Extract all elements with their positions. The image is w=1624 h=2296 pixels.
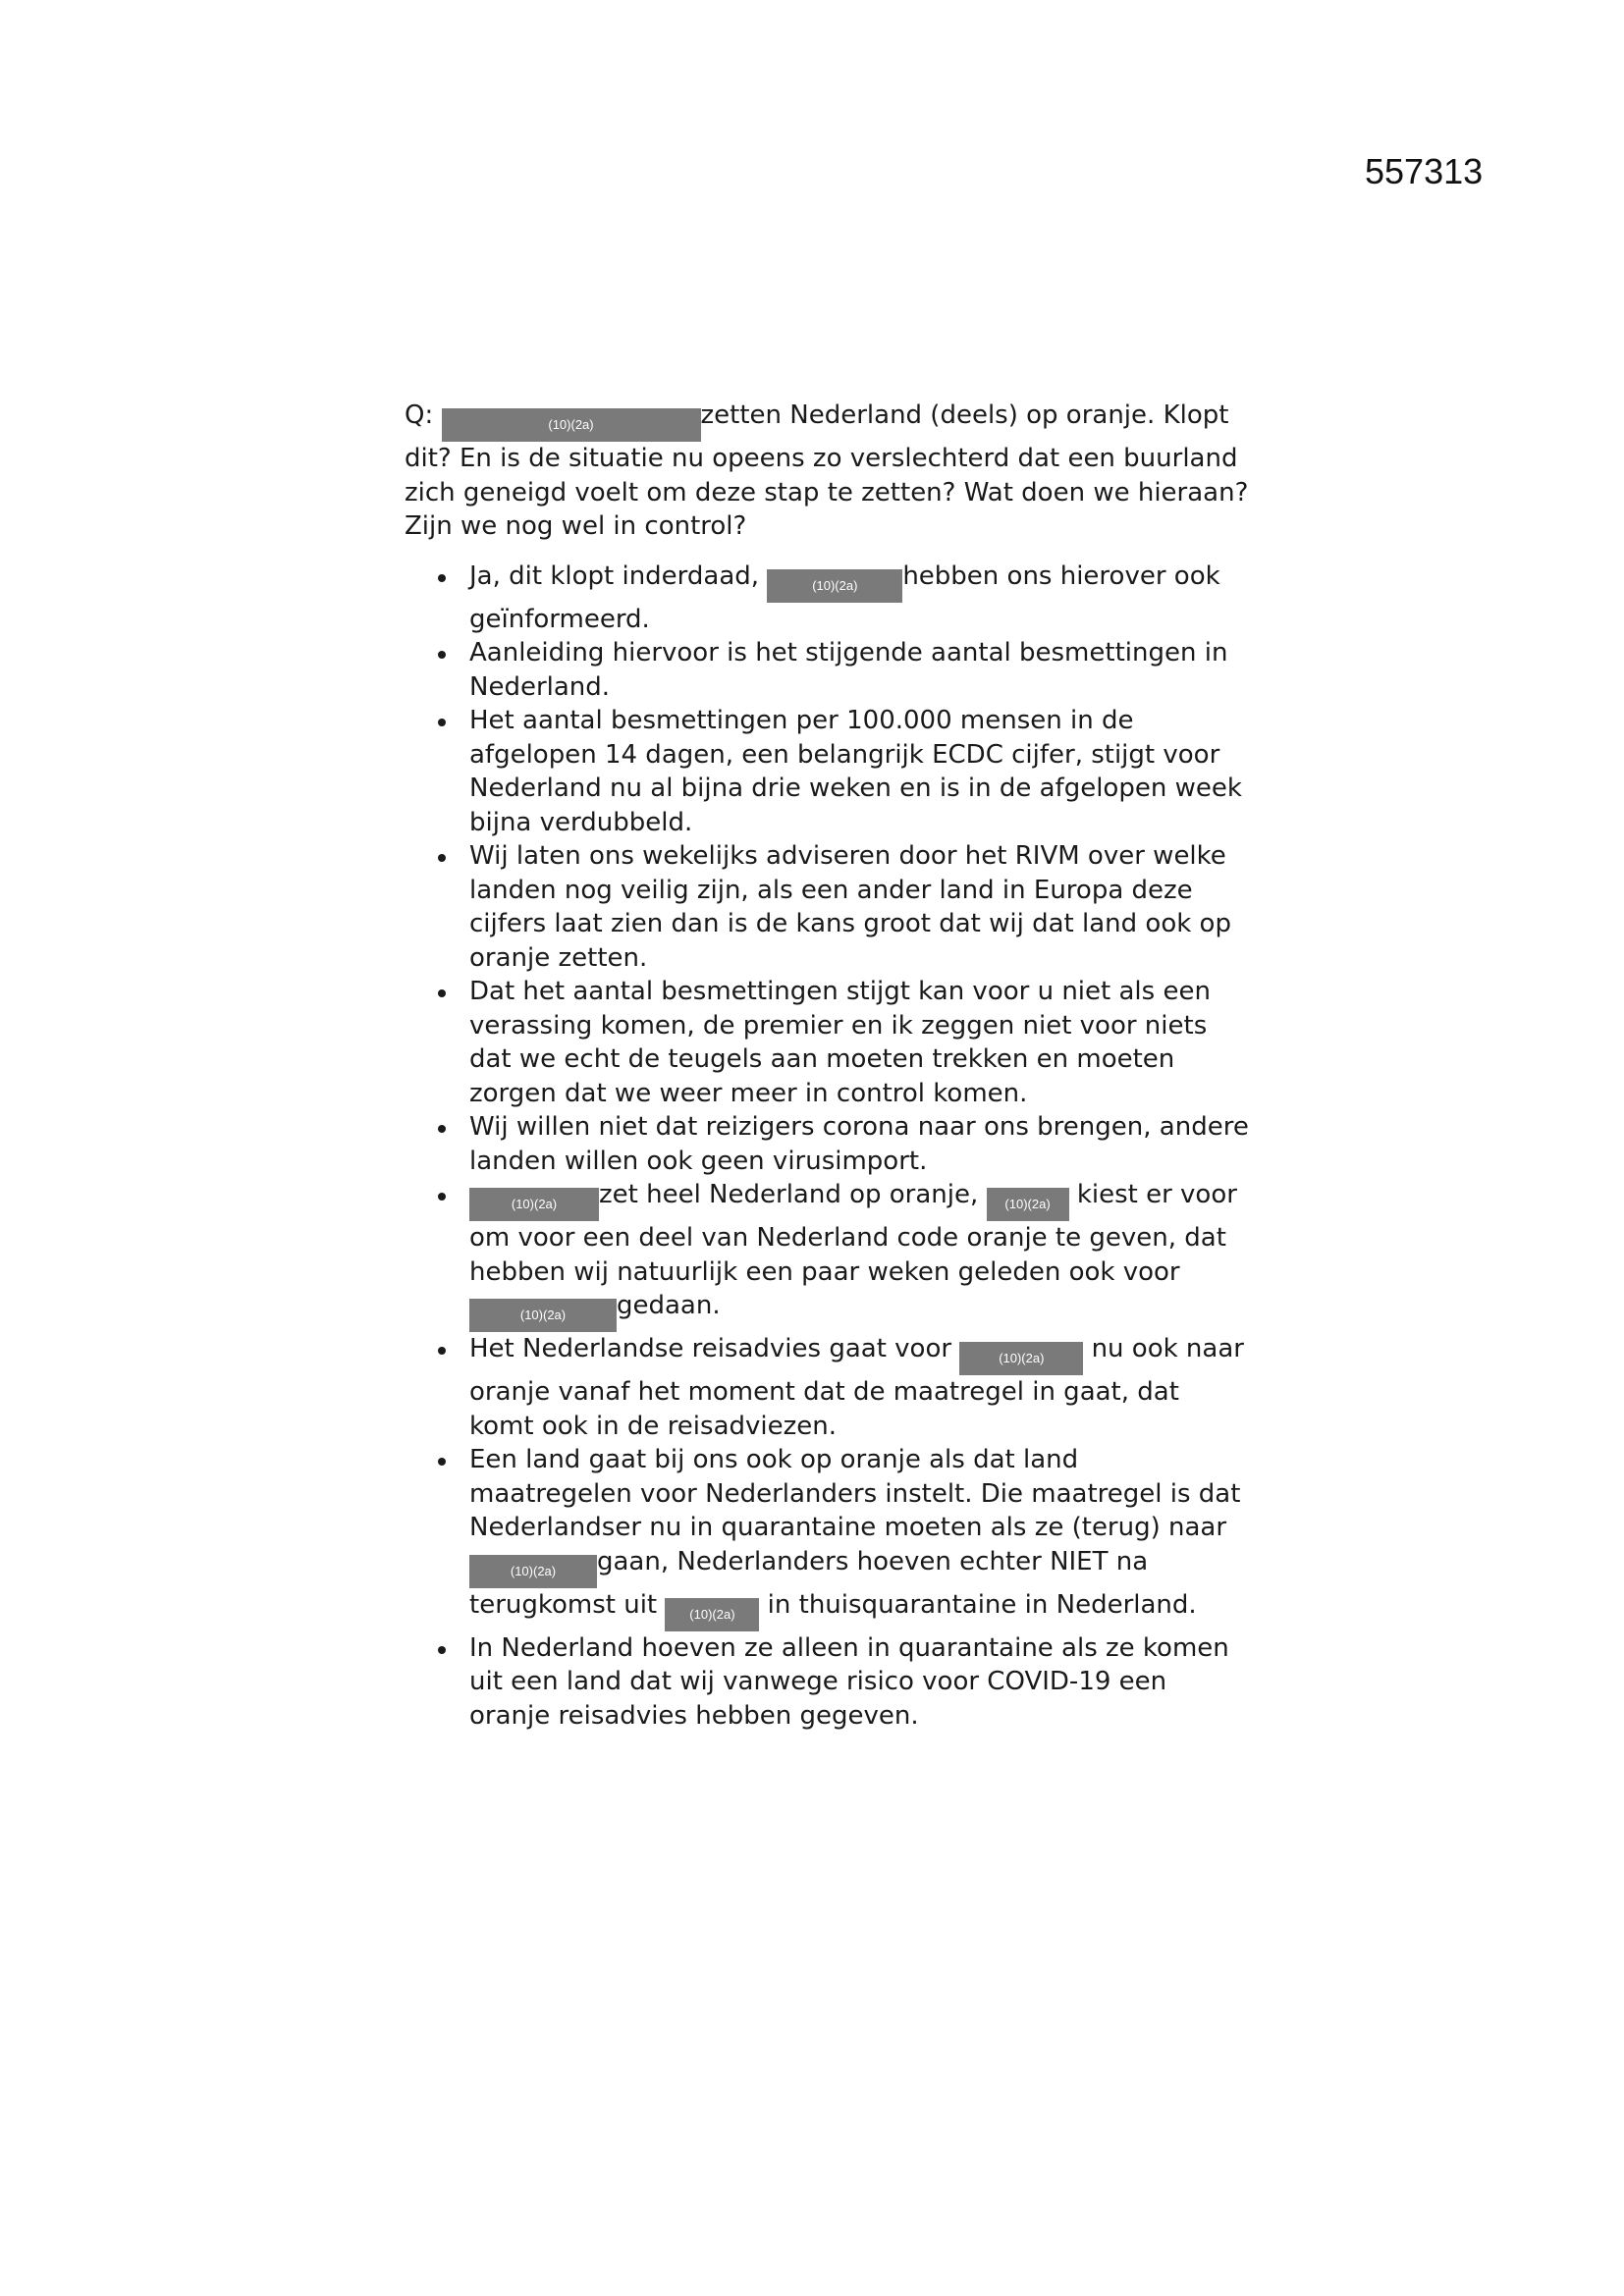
bullet-text: Dat het aantal besmettingen stijgt kan voor u niet als een verassing komen, de premier en ik zeggen niet voor niets dat we echt de teugels aan moeten trekken en moeten zorgen dat we weer meer in control komen. — [469, 977, 1211, 1108]
list-item — [405, 1332, 1249, 1443]
bullet-text: gedaan. — [617, 1291, 721, 1320]
bullet-text: Wij willen niet dat reizigers corona naar ons brengen, andere landen willen ook geen virusimport. — [469, 1112, 1249, 1176]
redaction-block: (10)(2a) — [767, 569, 902, 603]
bullet-text: Ja, dit klopt inderdaad, — [469, 561, 768, 591]
list-item — [405, 560, 1249, 637]
bullet-text: Een land gaat bij ons ook op oranje als dat land maatregelen voor Nederlanders instelt. Die maatregel is dat Nederlandser nu in quarantaine moeten als ze (terug) naar — [469, 1445, 1241, 1542]
bullet-icon — [438, 854, 446, 862]
list-item — [405, 1178, 1249, 1332]
list-item — [405, 1631, 1249, 1734]
bullet-icon — [438, 574, 446, 582]
list-item — [405, 1443, 1249, 1631]
redaction-block: (10)(2a) — [959, 1342, 1083, 1375]
document-number: 557313 — [1365, 151, 1484, 191]
bullet-text: gaan, Nederlanders hoeven echter NIET na terugkomst uit — [469, 1546, 1149, 1620]
bullet-text: nu ook naar oranje vanaf het moment dat de maatregel in gaat, dat komt ook in de reisadviezen. — [469, 1334, 1244, 1441]
redaction-block: (10)(2a) — [442, 408, 701, 442]
bullet-icon — [438, 1458, 446, 1466]
bullet-text: zet heel Nederland op oranje, — [599, 1180, 987, 1209]
bullet-text: Het aantal besmettingen per 100.000 mensen in de afgelopen 14 dagen, een belangrijk ECDC cijfer, stijgt voor Nederland nu al bijna drie weken en is in de afgelopen week bijna verdubbeld. — [469, 706, 1242, 837]
list-item — [405, 704, 1249, 839]
redaction-block: (10)(2a) — [469, 1555, 597, 1588]
redaction-block: (10)(2a) — [665, 1598, 759, 1631]
bullet-icon — [438, 1125, 446, 1133]
bullet-text: in thuisquarantaine in Nederland. — [759, 1589, 1197, 1620]
document-body — [405, 399, 1249, 1733]
question-paragraph — [405, 399, 1249, 544]
list-item — [405, 839, 1249, 975]
list-item — [405, 975, 1249, 1110]
list-item — [405, 636, 1249, 704]
bullet-text: Wij laten ons wekelijks adviseren door het RIVM over welke landen nog veilig zijn, als een ander land in Europa deze cijfers laat zien dan is de kans groot dat wij dat land ook op oranje zetten. — [469, 841, 1231, 973]
question-text: zetten Nederland (deels) op oranje. — [700, 400, 1156, 430]
bullet-icon — [438, 651, 446, 659]
bullet-icon — [438, 719, 446, 726]
redaction-block: (10)(2a) — [987, 1188, 1069, 1221]
list-item — [405, 1110, 1249, 1178]
answer-list — [405, 560, 1249, 1734]
question-text-rest: Klopt dit? En is de situatie nu opeens zo verslechterd dat een buurland zich geneigd voelt om deze stap te zetten? Wat doen we hieraan? Zijn we nog wel in control? — [405, 400, 1249, 541]
bullet-text: In Nederland hoeven ze alleen in quarantaine als ze komen uit een land dat wij vanwege risico voor COVID-19 een oranje reisadvies hebben gegeven. — [469, 1632, 1229, 1731]
bullet-icon — [438, 1646, 446, 1654]
bullet-icon — [438, 1347, 446, 1355]
bullet-icon — [438, 1193, 446, 1201]
bullet-text: kiest er voor om voor een deel van Nederland code oranje te geven, dat hebben wij natuurlijk een paar weken geleden ook voor — [469, 1180, 1237, 1287]
question-prefix: Q: — [405, 400, 442, 430]
bullet-text: Aanleiding hiervoor is het stijgende aantal besmettingen in Nederland. — [469, 638, 1228, 702]
bullet-text: Het Nederlandse reisadvies gaat voor — [469, 1334, 960, 1363]
bullet-text: hebben ons hierover ook geïnformeerd. — [469, 561, 1220, 634]
redaction-block: (10)(2a) — [469, 1188, 599, 1221]
redaction-block: (10)(2a) — [469, 1299, 617, 1332]
bullet-icon — [438, 989, 446, 997]
